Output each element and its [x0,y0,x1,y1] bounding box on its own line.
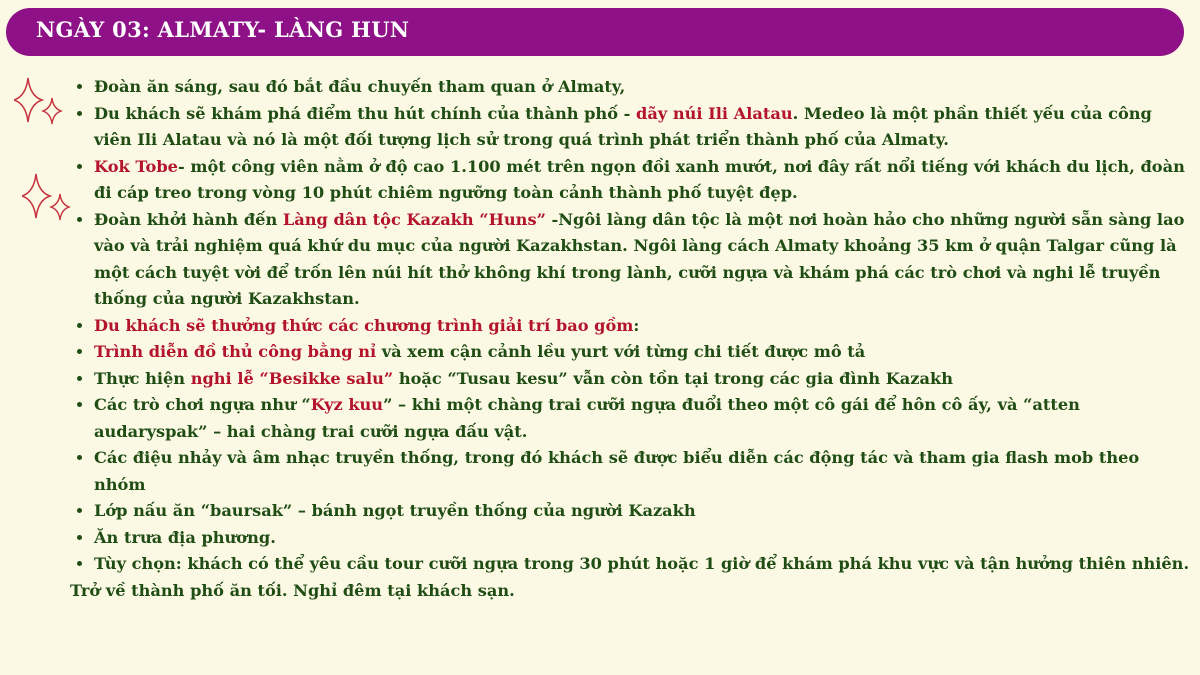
list-item [94,498,1194,525]
header-bar [6,8,1184,56]
highlight-text: Kyz kuu [310,395,384,414]
item-text: -Ngôi làng dân tộc là một nơi hoàn hảo cho những người sẵn sàng lao vào và trải nghiệm quá khứ du mục của người Kazakhstan. Ngôi làng cách Almaty khoảng 35 km ở quận Talgar cũng là một cách tuyệt vời để trốn lên núi hít thở không khí trong lành, cưỡi ngựa và khám phá các trò chơi và nghi lễ truyền thống của người Kazakhstan. [94,209,1185,308]
item-text: ” – khi một chàng trai cưỡi ngựa đuổi theo một cô gái để hôn cô ấy, và “atten audaryspak” – hai chàng trai cưỡi ngựa đấu vật. [94,395,1080,441]
item-text: hoặc “Tusau kesu” vẫn còn tồn tại trong các gia đình Kazakh [393,368,953,388]
list-item [94,74,1194,101]
item-text: Lớp nấu ăn “baursak” – bánh ngọt truyền thống của người Kazakh [94,501,696,520]
item-text: và xem cận cảnh lều yurt với từng chi tiết được mô tả [376,342,866,361]
list-item [94,445,1194,498]
item-text: Các trò chơi ngựa như “ [94,395,311,414]
item-text: - một công viên nằm ở độ cao 1.100 mét trên ngọn đồi xanh mướt, nơi đây rất nổi tiếng với khách du lịch, đoàn đi cáp treo trong vòng 10 phút chiêm ngưỡng toàn cảnh thành phố tuyệt đẹp. [94,156,1185,202]
sparkle-icon [22,172,74,226]
list-item [94,207,1194,313]
list-item [94,366,1194,393]
highlight-text: nghi lễ “Besikke salu” [190,368,394,388]
item-text: Tùy chọn: khách có thể yêu cầu tour cưỡi ngựa trong 30 phút hoặc 1 giờ để khám phá khu vực và tận hưởng thiên nhiên. [94,554,1190,573]
list-item [94,392,1194,445]
highlight-text: dãy núi Ili Alatau [636,103,793,123]
closing-text: Trở về thành phố ăn tối. Nghỉ đêm tại khách sạn. [70,580,515,600]
sparkle-icon-group-bottom [22,172,74,226]
item-text: Ăn trưa địa phương. [94,527,276,547]
item-text: Thực hiện [94,368,191,388]
item-text: Du khách sẽ khám phá điểm thu hút chính của thành phố - [94,103,636,123]
item-text: : [633,315,640,335]
highlight-text: Du khách sẽ thưởng thức các chương trình giải trí bao gồm [94,315,634,335]
list-item [94,339,1194,366]
sparkle-icon-group-top [14,76,66,130]
item-text: . Medeo là một phần thiết yếu của công viên Ili Alatau và nó là một đối tượng lịch sử trong quá trình phát triển thành phố của Almaty. [94,103,1152,149]
highlight-text: Trình diễn đồ thủ công bằng nỉ [94,342,377,361]
item-text: Các điệu nhảy và âm nhạc truyền thống, trong đó khách sẽ được biểu diễn các động tác và tham gia flash mob theo nhóm [94,448,1140,494]
highlight-text: Làng dân tộc Kazakh “Huns” [282,209,546,229]
list-item [94,525,1194,552]
highlight-text: Kok Tobe [94,156,178,176]
item-text: Đoàn ăn sáng, sau đó bắt đầu chuyến tham quan ở Almaty, [94,77,626,96]
page-title: NGÀY 03: ALMATY- LÀNG HUN [36,17,410,42]
list-item [94,313,1194,340]
list-item [70,551,1194,604]
itinerary-list [70,74,1194,604]
item-text: Đoàn khởi hành đến [94,209,283,229]
sparkle-icon [14,76,66,130]
list-item [94,154,1194,207]
list-item [94,101,1194,154]
